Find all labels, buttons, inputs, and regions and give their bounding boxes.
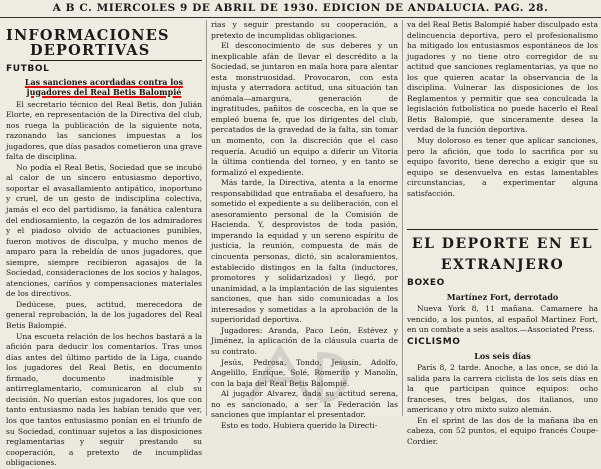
masthead: A B C. MIERCOLES 9 DE ABRIL DE 1930. EDICION DE ANDALUCIA. PAG. 28.: [0, 2, 601, 18]
col3-paragraph-1: va del Real Betis Balompié haber disculpado esta delincuencia deportiva, pero el profesionalismo ha mitigado los entusiasmos espontáneos de los jugadores y no tiene otro corregidor de su actitud que sanciones reglamentarias, ya que no los que quieren acatar la observancia de la disciplina. Vulnerar las disposiciones de los Reglamentos y permitir que sea conculcada la legislación futbolística no puede hacerlo el Real Betis Balompié, que sinceramente desea la verdad de la función deportiva.: [407, 20, 598, 135]
col3-paragraph-2: Muy doloroso es tener que aplicar sanciones, pero la afición, que todo lo sacrifica por su equipo favorito, tiene derecho a exigir que su equipo se desenvuelva en estas lamentables circunstancias, a experimentar alguna satisfacción.: [407, 136, 598, 198]
column-1: [6, 20, 202, 468]
col2-paragraph-7: Esto es todo. Hubiera querido la Directi-: [221, 420, 378, 430]
col2-paragraph-1: rias y seguir prestando su cooperación, a pretexto de incumplidas obligaciones.: [211, 20, 398, 40]
col1-paragraph-1: El secretario técnico del Real Betis, don Julián Elorte, en representación de la Directiva del club, nos ruega la publicación de la siguiente nota, razonando las sanciones impuestas a los jugadores, que días pasados cometieron una grave falta de disciplina.: [6, 99, 202, 162]
col1-paragraph-4: Una escueta relación de los hechos bastará a la afición para deducir los comentarios. Tras unos días antes del último partido de la Liga, cuando los jugadores del Real Betis, en documento firmado, documento inadmisible y antirreglamentario, comunicaron al club su decisión. No querían estos jugadores, los que con tanto entusiasmo nada les habían tenido que ver, los que tantos entusiasmo ponían en el triunfo de su Sociedad, continuar sujetos a las disposiciones reglamentarias y seguir prestando su cooperación, a pretexto de incumplidas obligaciones.: [6, 331, 202, 468]
col2-paragraph-4: Jugadores: Aranda, Paco León, Estévez y Jiménez, la aplicación de la cláusula cuarta de su contrato.: [211, 325, 398, 356]
ciclismo-text-2: En el sprint de las dos de la mañana iba en cabeza, con 52 puntos, el equipo francés Coupe-Cordier.: [407, 415, 598, 446]
ciclismo-heading: CICLISMO: [407, 337, 461, 348]
col2-paragraph-2: El desconocimiento de sus deberes y un inexplicable afán de llevar el descrédito a la Sociedad, se juntaron en mala hora para alentar esta monstruosidad. Provocaron, con esta injusta y aterradora actitud, una situación tan anómala—amargura, generación de ingratitudes, pañitos de coscecha, en la que se empleó buena fe, que los dirigentes del club, percatados de la gravedad de la falta, sin tomar un momento, con la discreción que el caso requería. Acudió un equipo a diferir un Vitoria la última contienda del torneo, y en tanto se formalizó el expediente.: [211, 41, 398, 177]
column-3: [402, 20, 598, 446]
futbol-heading: FUTBOL: [6, 64, 50, 74]
col1-paragraph-3: Dedúcese, pues, actitud, merecedora de general reprobación, la de los jugadores del Real Betis Balompié.: [6, 299, 202, 331]
section-title-2: DEPORTIVAS: [30, 43, 202, 61]
section-title-1: INFORMACIONES: [6, 27, 170, 44]
ciclismo-byline: Los seis días: [474, 350, 531, 361]
boxeo-text: Nueva York 8, 11 mañana. Camamere ha vencido, a los puntos, al español Martínez Fort, en un combate a seis asaltos.—Associated Press.: [407, 304, 598, 335]
ciclismo-text: París 8, 2 tarde. Anoche, a las once, se dió la salida para la carrera ciclista de los seis días en la que participan quince equipos: ocho franceses, tres belgas, dos italianos, uno americano y otro mixto suizo alemán.: [407, 363, 598, 415]
col1-paragraph-2: No podía el Real Betis, Sociedad que se incubó al calor de un sincero entusiasmo deportivo, soportar el avasallamiento antipático, inoportuno y cruel, de un gesto de indisciplina colectiva, jamás el eco del partidismo, la fanática calentura del endiosamiento, la cegazón de los admiradores y el piadoso olvido de actuaciones punibles, fueron motivos de disculpa, y mucho menos de amparo para la rebeldía de unos jugadores, que siempre, siempre recibieron agasajos de la Sociedad, consideraciones de los socios y halagos, atenciones, cariños y compensaciones materiales de los directivos.: [6, 162, 202, 299]
boxeo-heading: BOXEO: [407, 278, 445, 289]
article-headline: Las sanciones acordadas contra los jugadores del Real Betis Balompié: [24, 76, 184, 97]
watermark-icon: [240, 340, 360, 410]
col2-paragraph-6: Al jugador Alvarez, dada su actitud serena, no es sancionado, a ser la Federación las sanciones que implantar el presentador.: [211, 389, 398, 420]
col2-paragraph-5: Jesús, Pedrosa, Tondo, Jesusín, Adolfo, Angelillo, Enrique, Solé, Romerito y Manolín, con la baja del Real Betis Balompié.: [211, 357, 398, 388]
boxeo-byline: Martínez Fort, derrotado: [446, 291, 559, 302]
deporte-title-1: EL DEPORTE EN EL: [407, 229, 598, 253]
col2-paragraph-3: Más tarde, la Directiva, atenta a la enorme responsabilidad que entrañaba el desafuero, ha sometido el expediente a su deliberación, con el asesoramiento personal de la Comisión de Hacienda. Y, desprovistos de toda pasión, imperando la equidad y un sereno espíritu de justicia, la reunión, compuesta de más de cincuenta personas, dictó, sin acaloramientos, establecido distingos en la falta (inductores, promotores y solidarizados) y llegó, por unanimidad, a la implantación de las siguientes sanciones, que han sido comunicadas a los interesados y sometidas a la aprobación de la superioridad deportiva.: [211, 178, 398, 325]
deporte-title-2: EXTRANJERO: [440, 257, 565, 274]
